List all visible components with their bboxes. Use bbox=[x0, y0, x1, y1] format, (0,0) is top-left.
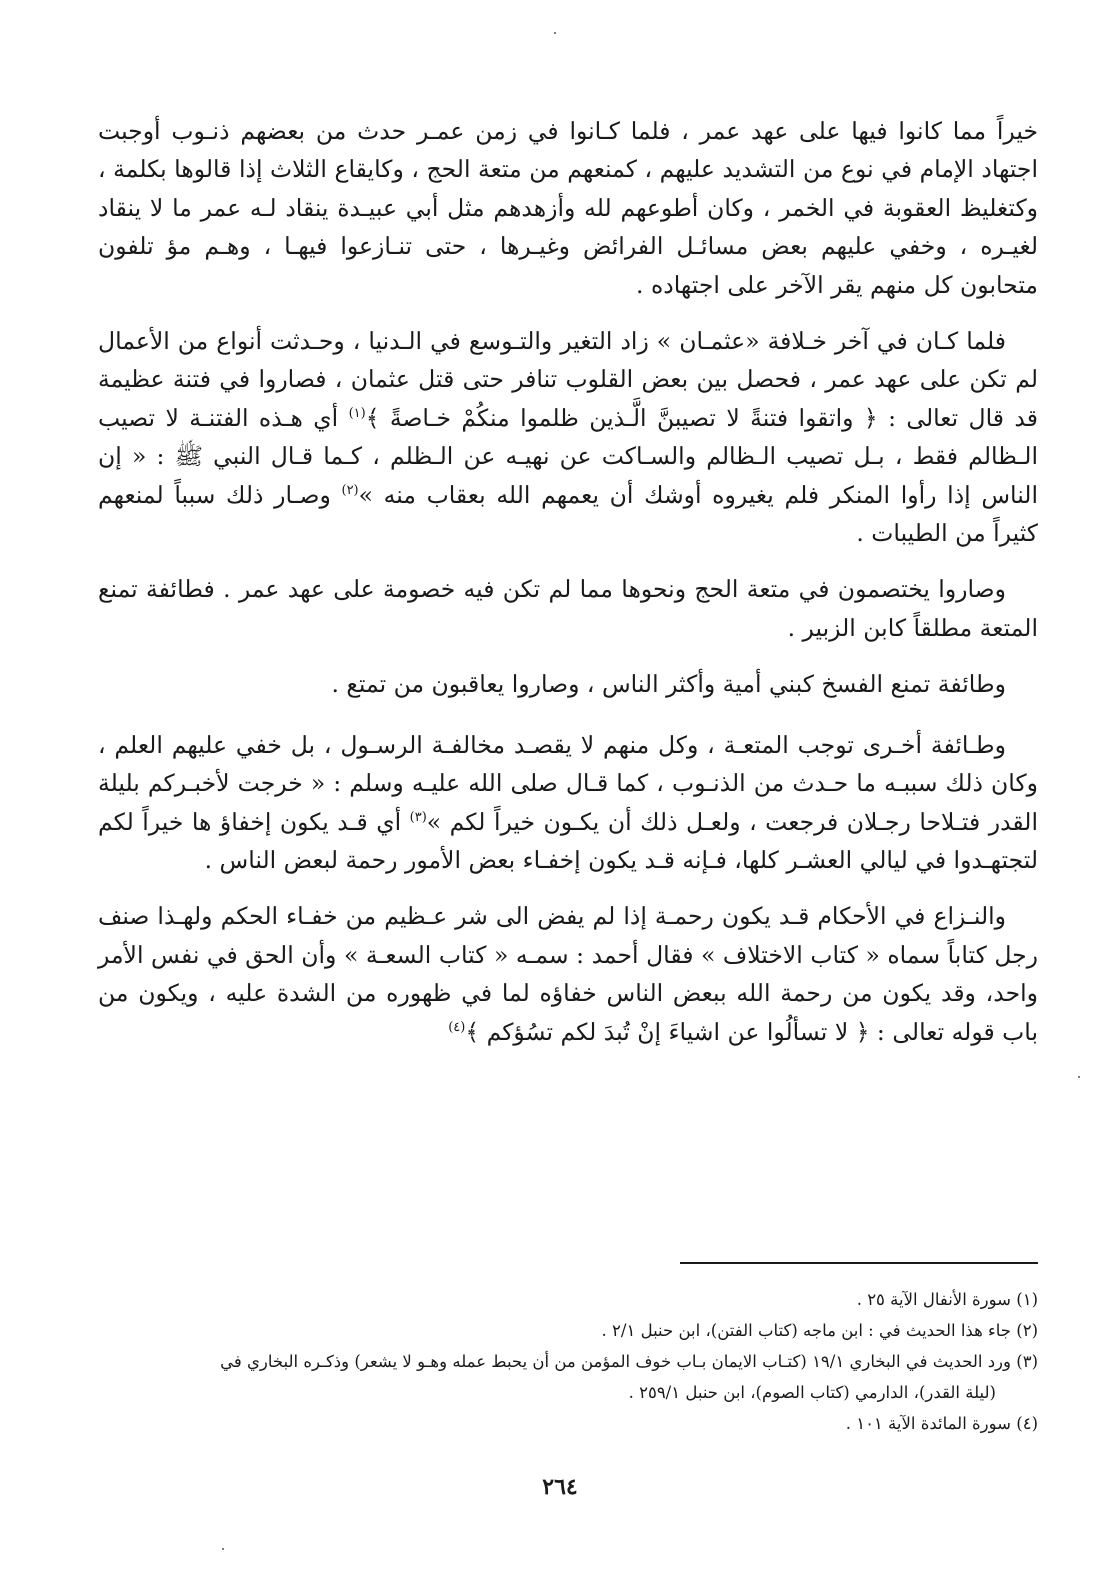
footnote-divider bbox=[680, 1262, 1038, 1264]
footnote-3-continuation: (ليلة القدر)، الدارمي (كتاب الصوم)، ابن حنبل ٢٥٩/١ . bbox=[628, 1383, 996, 1402]
footnote-ref-4: (٤) bbox=[448, 1019, 466, 1035]
main-text bbox=[98, 112, 1038, 1069]
footnote-3: (٣) ورد الحديث في البخاري ١٩/١ (كتـاب الايمان بـاب خوف المؤمن من أن يحبط عمله وهـو لا يشعر) وذكـره البخاري في bbox=[220, 1352, 1038, 1371]
footnote-ref-1: (١) bbox=[348, 406, 366, 422]
paragraph-6-text-a: والنـزاع في الأحكام قـد يكون رحمـة إذا لم يفض الى شر عـظيم من خفـاء الحكم ولهـذا صنف رجل كتاباً سماه « كتاب الاختلاف » فقال أحمد : سمـه « كتاب السعـة » وأن الحق في نفس الأمر واحد، وقد يكون من رحمة الله ببعض الناس خفاؤه لما في ظهوره من الشدة عليه ، ويكون من باب قوله تعالى : ﴿ لا تسألُوا عن اشياءَ إنْ تُبدَ لكم تسُؤكم ﴾ bbox=[98, 902, 1038, 1046]
footnote-ref-3: (٣) bbox=[409, 809, 427, 825]
paragraph-1-text: خيراً مما كانوا فيها على عهد عمر ، فلما كـانوا في زمن عمـر حدث من بعضهم ذنـوب أوجبت اجتهاد الإمام في نوع من التشديد عليهم ، كمنعهم من متعة الحج ، وكايقاع الثلاث إذا قالوها بكلمة ، وكتغليظ العقوبة في الخمر ، وكان أطوعهم لله وأزهدهم مثل أبي عبيـدة ينقاد لـه عمر ما لا ينقاد لغيـره ، وخفي عليهم بعض مسائـل الفرائض وغيـرها ، حتى تنـازعوا فيهـا ، وهـم مؤ تلفون متحابون كل منهم يقر الآخر على اجتهاده . bbox=[98, 117, 1038, 299]
paragraph-5-text-a: وطـائفة أخـرى توجب المتعـة ، وكل منهم لا يقصـد مخالفـة الرسـول ، بل خفي عليهم العلم ، وكان ذلك سببـه ما حـدث من الذنـوب ، كما قـال صلى الله عليـه وسلم : « خرجت لأخبـركم بليلة القدر فتـلاحا رجـلان فرجعت ، ولعـل ذلك أن يكـون خيراً لكم » bbox=[98, 730, 1038, 836]
paragraph-5 bbox=[98, 726, 1038, 880]
footnote-2: (٢) جاء هذا الحديث في : ابن ماجه (كتاب الفتن)، ابن حنبل ٢/١ . bbox=[601, 1321, 1038, 1340]
paragraph-4-text: وطائفة تمنع الفسخ كبني أمية وأكثر الناس ، وصاروا يعاقبون من تمتع . bbox=[331, 670, 1006, 699]
paragraph-3-text: وصاروا يختصمون في متعة الحج ونحوها مما لم تكن فيه خصومة على عهد عمر . فطائفة تمنع المتعة مطلقاً كابن الزبير . bbox=[98, 575, 1038, 642]
footnote-ref-2: (٢) bbox=[341, 482, 359, 498]
scan-speck bbox=[222, 1548, 224, 1550]
paragraph-2-text-b: أي هـذه الفتنـة لا تصيب الـظالم فقط ، بـل تصيب الـظالم والسـاكت عن نهيـه عن الـظلم ، كـما قـال النبي ﷺ : « إن الناس إذا رأوا المنكر فلم يغيروه أوشك أن يعمهم الله بعقاب منه » bbox=[98, 403, 1038, 509]
scan-speck bbox=[1078, 1076, 1080, 1078]
paragraph-6 bbox=[98, 897, 1038, 1051]
paragraph-2-text-c: وصـار ذلك سبباً لمنعهم كثيراً من الطيبات . bbox=[98, 480, 1038, 548]
paragraph-5-text-b: أي قـد يكون إخفاؤ ها خيراً لكم لتجتهـدوا في ليالي العشـر كلها، فـإنه قـد يكون إخفـاء بعض الأمور رحمة لبعض الناس . bbox=[98, 807, 1038, 874]
paragraph-3 bbox=[98, 570, 1038, 647]
footnotes bbox=[98, 1284, 1038, 1439]
paragraph-2-text-a: فلما كـان في آخر خـلافة «عثمـان » زاد التغير والتـوسع في الـدنيا ، وحـدثت أنواع من الأعمال لم تكن على عهد عمر ، فحصل بين بعض القلوب تنافر حتى قتل عثمان ، فصاروا في فتنة عظيمة قد قال تعالى : ﴿ واتقوا فتنةً لا تصيبنَّ الَّـذين ظلموا منكُمْ خـاصةً ﴾ bbox=[98, 327, 1038, 432]
paragraph-4 bbox=[98, 665, 1038, 703]
scan-speck bbox=[554, 32, 556, 34]
page-number: ٢٦٤ bbox=[542, 1474, 578, 1500]
paragraph-2 bbox=[98, 322, 1038, 552]
footnote-4: (٤) سورة المائدة الآية ١٠١ . bbox=[845, 1414, 1038, 1433]
footnote-1: (١) سورة الأنفال الآية ٢٥ . bbox=[856, 1290, 1038, 1309]
paragraph-1 bbox=[98, 112, 1038, 304]
